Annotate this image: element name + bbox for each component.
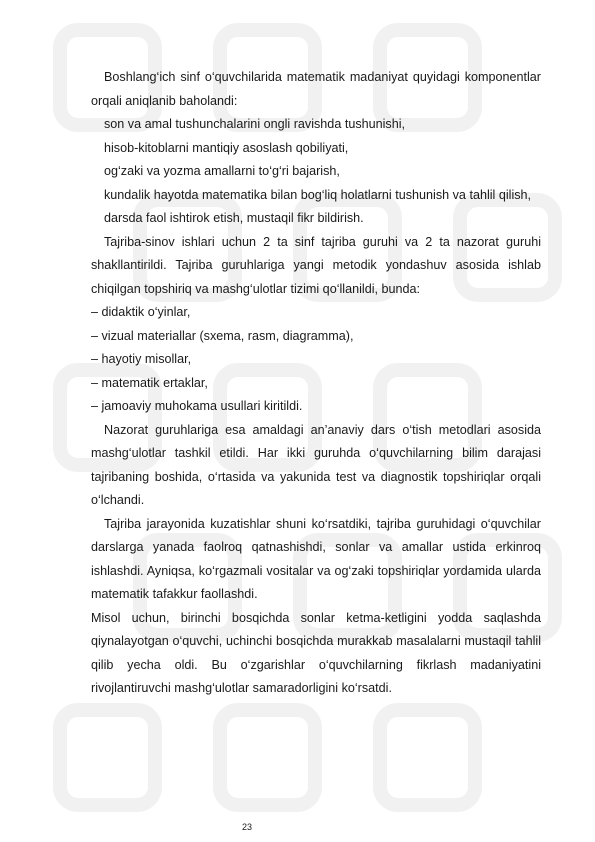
paragraph-experiment: Tajriba-sinov ishlari uchun 2 ta sinf tajriba guruhi va 2 ta nazorat guruhi shakllantirildi. Tajriba guruhlariga yangi metodik yondashuv asosida ishlab chiqilgan topshiriq va mashg‘ulotlar tizimi qo‘llanildi, bunda: xyxy=(91,234,541,296)
list-item-method: – jamoaviy muhokama usullari kiritildi. xyxy=(91,399,303,413)
paragraph-control-groups: Nazorat guruhlariga esa amaldagi an’anaviy dars o‘tish metodlari asosida mashg‘ulotlar tashkil etildi. Har ikki guruhda o‘quvchilarning bilim darajasi tajribaning boshida, o‘rtasida va yakunida test va diagnostik topshiriqlar orqali o‘lchandi. xyxy=(91,422,541,507)
list-item-component: kundalik hayotda matematika bilan bog‘liq holatlarni tushunish va tahlil qilish, xyxy=(104,187,532,202)
paragraph-observations: Tajriba jarayonida kuzatishlar shuni ko‘rsatdiki, tajriba guruhidagi o‘quvchilar darslarga yanada faolroq qatnashishdi, sonlar va amallar ustida erkinroq ishlashdi. Ayniqsa, ko‘rgazmali vositalar va og‘zaki topshiriqlar yordamida ularda matematik tafakkur faollashdi. xyxy=(91,516,541,601)
list-item-component: son va amal tushunchalarini ongli ravishda tushunishi, xyxy=(104,117,406,131)
list-item-component: og‘zaki va yozma amallarni to‘g‘ri bajarish, xyxy=(104,164,340,178)
list-item-method: – didaktik o‘yinlar, xyxy=(91,305,191,319)
document-body xyxy=(91,66,541,701)
list-item-component: darsda faol ishtirok etish, mustaqil fikr bildirish. xyxy=(104,211,364,225)
list-item-method: – hayotiy misollar, xyxy=(91,352,192,366)
list-item-method: – matematik ertaklar, xyxy=(91,375,208,390)
page-number: 23 xyxy=(242,822,253,832)
paragraph-example: Misol uchun, birinchi bosqichda sonlar ketma-ketligini yodda saqlashda qiynalayotgan o‘quvchi, uchinchi bosqichda murakkab masalalarni mustaqil tahlil qilib yecha oldi. Bu o‘zgarishlar o‘quvchilarning fikrlash madaniyatini rivojlantiruvchi mashg‘ulotlar samaradorligini ko‘rsatdi. xyxy=(91,610,541,695)
paragraph-intro: Boshlang‘ich sinf o‘quvchilarida matematik madaniyat quyidagi komponentlar orqali aniqlanib baholandi: xyxy=(91,70,541,108)
list-item-component: hisob-kitoblarni mantiqiy asoslash qobiliyati, xyxy=(104,140,349,155)
list-item-method: – vizual materiallar (sxema, rasm, diagramma), xyxy=(91,328,354,343)
